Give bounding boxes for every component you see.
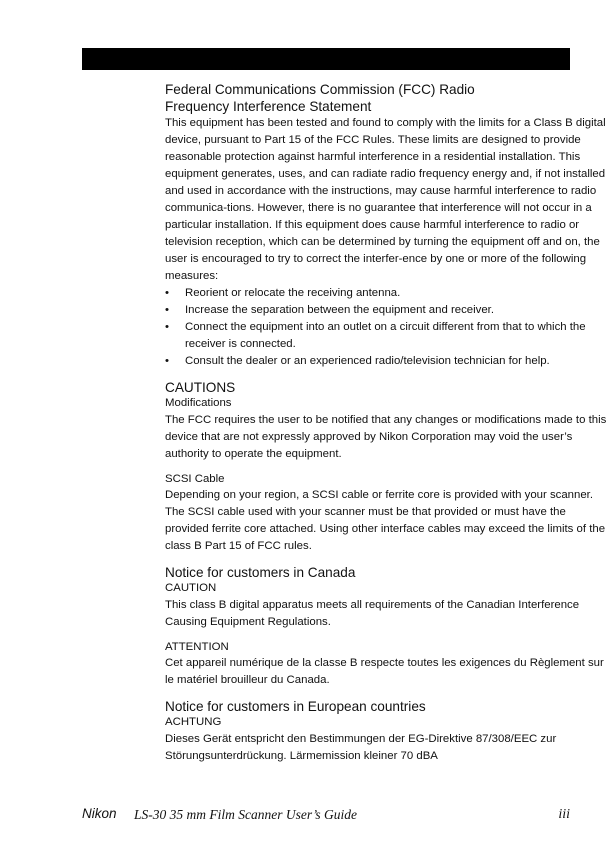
bullet-icon: • — [165, 355, 169, 367]
list-item-text: Increase the separation between the equipment and receiver. — [185, 304, 495, 316]
bullet-icon: • — [165, 321, 169, 333]
canada-heading: Notice for customers in Canada — [165, 565, 356, 580]
page-number: iii — [558, 807, 570, 822]
list-item-text: Consult the dealer or an experienced radio/television technician for help. — [185, 355, 550, 367]
bullet-icon: • — [165, 304, 169, 316]
scsi-section — [165, 472, 610, 556]
europe-achtung-title: ACHTUNG — [165, 716, 222, 728]
header-bar — [82, 48, 570, 70]
list-item-text: Reorient or relocate the receiving antenna. — [185, 287, 401, 299]
modifications-text: The FCC requires the user to be notified that any changes or modifications made to this device that are not expressly approved by Nikon Corporation may void the user’s authority to operate the equipment. — [165, 413, 607, 460]
scsi-text: Depending on your region, a SCSI cable or ferrite core is provided with your scanner. The SCSI cable used with your scanner must be that provided or must have the provided ferrite core attached. Using other interface cables may exceed the limits of the class B Part 15 of FCC rules. — [165, 489, 606, 552]
list-item — [165, 285, 610, 302]
canada-attention-title: ATTENTION — [165, 640, 229, 653]
list-item — [165, 302, 610, 319]
fcc-heading-line2: Frequency Interference Statement — [165, 99, 372, 114]
list-item — [165, 353, 610, 370]
fcc-measures-list — [165, 285, 610, 370]
canada-caution-text: This class B digital apparatus meets all requirements of the Canadian Interference Causing Equipment Regulations. — [165, 598, 580, 628]
fcc-heading-line1: Federal Communications Commission (FCC) Radio — [165, 82, 475, 97]
fcc-paragraph: This equipment has been tested and found to comply with the limits for a Class B digital device, pursuant to Part 15 of the FCC Rules. These limits are designed to provide reasonable protection against harmful interference in a residential installation. This equipment generates, uses, and can radiate radio frequency energy and, if not installed and used in accordance with the instructions, may cause harmful interference to radio communica-tions. However, there is no guarantee that interference will not occur in a particular installation. If this equipment does cause harmful interference to radio or television reception, which can be determined by turning the equipment off and on, the user is encouraged to try to correct the interfer-ence by one or more of the following measures: — [165, 117, 606, 282]
footer-title: LS-30 35 mm Film Scanner User’s Guide — [134, 807, 357, 822]
europe-heading: Notice for customers in European countries — [165, 699, 426, 714]
fcc-section — [165, 81, 610, 370]
cautions-section — [165, 379, 610, 463]
europe-achtung-text: Dieses Gerät entspricht den Bestimmungen der EG-Direktive 87/308/EEC zur Störungsunterdrückung. Lärmemission kleiner 70 dBA — [165, 732, 557, 762]
bullet-icon: • — [165, 287, 169, 299]
canada-caution-title: CAUTION — [165, 582, 217, 594]
list-item — [165, 319, 610, 353]
canada-attention-section — [165, 640, 610, 690]
page-footer — [82, 806, 570, 824]
list-item-text: Connect the equipment into an outlet on a circuit different from that to which the receiver is connected. — [185, 321, 586, 350]
footer-brand: Nikon — [82, 806, 117, 821]
page-content — [165, 81, 610, 774]
canada-attention-text: Cet appareil numérique de la classe B respecte toutes les exigences du Règlement sur le matériel brouilleur du Canada. — [165, 657, 604, 686]
cautions-heading: CAUTIONS — [165, 380, 236, 395]
canada-section — [165, 564, 610, 631]
scsi-title: SCSI Cable — [165, 472, 225, 485]
europe-section — [165, 698, 610, 765]
modifications-title: Modifications — [165, 397, 232, 409]
